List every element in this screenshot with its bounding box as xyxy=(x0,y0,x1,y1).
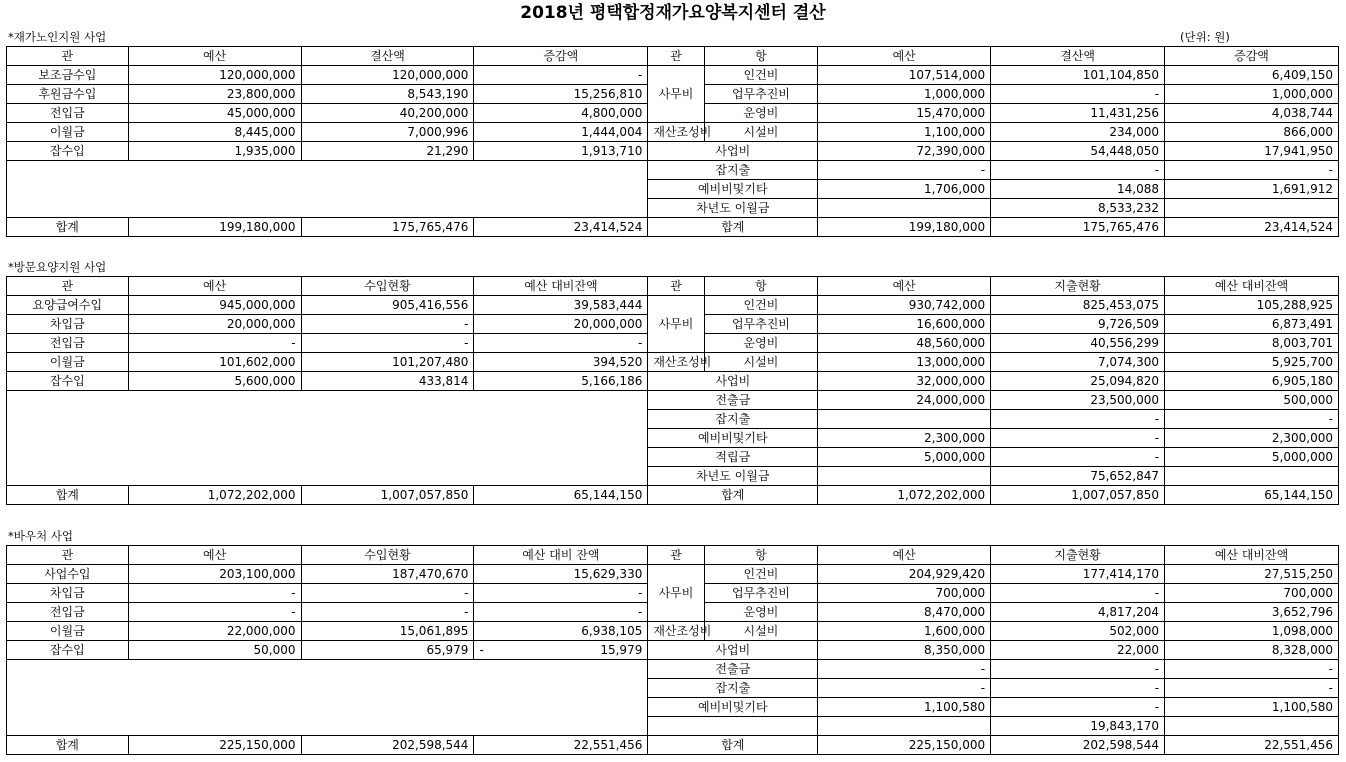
income-category: 잡수입 xyxy=(7,142,129,161)
expense-group-asset: 재산조성비 xyxy=(648,622,704,641)
income-category: 이월금 xyxy=(7,123,129,142)
total-row xyxy=(7,486,1339,505)
income-category: 보조금수입 xyxy=(7,66,129,85)
table-row xyxy=(7,372,1339,391)
expense-item: 시설비 xyxy=(704,123,818,142)
page-title: 2018년 평택합정재가요양복지센터 결산 xyxy=(520,3,826,23)
expense-actual: - xyxy=(991,660,1165,679)
income-blank-area xyxy=(7,391,648,486)
expense-diff: 1,000,000 xyxy=(1165,85,1339,104)
budget-table-voucher xyxy=(6,545,1339,755)
column-header: 증감액 xyxy=(1165,47,1339,66)
expense-budget: 48,560,000 xyxy=(818,334,991,353)
income-budget: 945,000,000 xyxy=(128,296,301,315)
column-header: 예산 xyxy=(818,277,991,296)
income-diff: - xyxy=(474,603,648,622)
table-row xyxy=(7,296,1339,315)
total-expense-actual: 175,765,476 xyxy=(991,218,1165,237)
section-label-visit-care: *방문요양지원 사업 xyxy=(8,260,107,274)
income-actual: - xyxy=(301,603,474,622)
expense-item: 인건비 xyxy=(704,565,818,584)
table-row xyxy=(7,641,1339,660)
income-diff: 394,520 xyxy=(474,353,648,372)
expense-actual: - xyxy=(991,448,1165,467)
income-diff: - xyxy=(474,584,648,603)
expense-budget: 1,000,000 xyxy=(818,85,991,104)
expense-diff xyxy=(1165,467,1339,486)
expense-budget: 1,100,580 xyxy=(818,698,991,717)
expense-actual: 40,556,299 xyxy=(991,334,1165,353)
income-diff: 39,583,444 xyxy=(474,296,648,315)
column-header: 관 xyxy=(7,546,129,565)
expense-budget: 13,000,000 xyxy=(818,353,991,372)
column-header: 결산액 xyxy=(991,47,1165,66)
expense-group-office: 사무비 xyxy=(648,66,704,123)
expense-actual: 11,431,256 xyxy=(991,104,1165,123)
expense-actual: 177,414,170 xyxy=(991,565,1165,584)
income-category: 차입금 xyxy=(7,315,129,334)
total-income-budget: 1,072,202,000 xyxy=(128,486,301,505)
expense-item: 적립금 xyxy=(648,448,818,467)
income-budget: 22,000,000 xyxy=(128,622,301,641)
income-blank-area xyxy=(7,161,648,218)
header-row xyxy=(7,277,1339,296)
column-header: 예산 대비 잔액 xyxy=(474,546,648,565)
expense-diff: 1,100,580 xyxy=(1165,698,1339,717)
expense-actual: 7,074,300 xyxy=(991,353,1165,372)
expense-actual: 234,000 xyxy=(991,123,1165,142)
income-actual: 21,290 xyxy=(301,142,474,161)
total-label: 합계 xyxy=(648,486,818,505)
expense-budget: 107,514,000 xyxy=(818,66,991,85)
expense-item xyxy=(648,717,818,736)
table-row xyxy=(7,565,1339,584)
expense-item: 시설비 xyxy=(704,622,818,641)
income-budget: - xyxy=(128,603,301,622)
income-actual: 8,543,190 xyxy=(301,85,474,104)
income-actual: 15,061,895 xyxy=(301,622,474,641)
expense-budget: 1,100,000 xyxy=(818,123,991,142)
income-budget: 8,445,000 xyxy=(128,123,301,142)
table-row xyxy=(7,353,1339,372)
expense-diff: 5,925,700 xyxy=(1165,353,1339,372)
expense-diff: 1,691,912 xyxy=(1165,180,1339,199)
expense-diff: 866,000 xyxy=(1165,123,1339,142)
income-budget: 23,800,000 xyxy=(128,85,301,104)
total-row xyxy=(7,218,1339,237)
column-header: 항 xyxy=(704,47,818,66)
income-budget: 45,000,000 xyxy=(128,104,301,123)
expense-item: 인건비 xyxy=(704,296,818,315)
income-category: 잡수입 xyxy=(7,641,129,660)
total-label: 합계 xyxy=(7,218,129,237)
column-header: 예산 대비잔액 xyxy=(474,277,648,296)
column-header: 예산 xyxy=(818,47,991,66)
expense-diff: 2,300,000 xyxy=(1165,429,1339,448)
income-blank-area xyxy=(7,660,648,736)
expense-diff xyxy=(1165,199,1339,218)
expense-item: 예비비및기타 xyxy=(648,180,818,199)
column-header: 항 xyxy=(704,546,818,565)
expense-actual: 23,500,000 xyxy=(991,391,1165,410)
expense-item: 차년도 이월금 xyxy=(648,199,818,218)
income-category: 요양급여수입 xyxy=(7,296,129,315)
total-income-actual: 1,007,057,850 xyxy=(301,486,474,505)
expense-actual: - xyxy=(991,698,1165,717)
expense-budget: 2,300,000 xyxy=(818,429,991,448)
income-budget: 50,000 xyxy=(128,641,301,660)
table-row xyxy=(7,622,1339,641)
income-category: 사업수입 xyxy=(7,565,129,584)
expense-item: 차년도 이월금 xyxy=(648,467,818,486)
expense-diff: 6,409,150 xyxy=(1165,66,1339,85)
column-header: 지출현황 xyxy=(991,546,1165,565)
column-header: 예산 xyxy=(128,47,301,66)
expense-actual: 75,652,847 xyxy=(991,467,1165,486)
expense-actual: 825,453,075 xyxy=(991,296,1165,315)
column-header: 수입현황 xyxy=(301,277,474,296)
total-expense-budget: 225,150,000 xyxy=(818,736,991,755)
column-header: 결산액 xyxy=(301,47,474,66)
expense-item: 업무추진비 xyxy=(704,85,818,104)
expense-item: 잡지출 xyxy=(648,410,818,429)
income-category: 차입금 xyxy=(7,584,129,603)
expense-diff xyxy=(1165,717,1339,736)
expense-actual: 502,000 xyxy=(991,622,1165,641)
total-income-actual: 175,765,476 xyxy=(301,218,474,237)
expense-diff: 6,905,180 xyxy=(1165,372,1339,391)
expense-budget: 8,350,000 xyxy=(818,641,991,660)
total-income-budget: 199,180,000 xyxy=(128,218,301,237)
expense-group-office: 사무비 xyxy=(648,565,704,622)
expense-diff: 105,288,925 xyxy=(1165,296,1339,315)
section-label-home-care: *재가노인지원 사업 xyxy=(8,30,107,44)
expense-item: 운영비 xyxy=(704,334,818,353)
expense-budget: 1,706,000 xyxy=(818,180,991,199)
income-actual: 433,814 xyxy=(301,372,474,391)
income-category: 잡수입 xyxy=(7,372,129,391)
income-diff: 1,444,004 xyxy=(474,123,648,142)
expense-diff: 500,000 xyxy=(1165,391,1339,410)
expense-item: 잡지출 xyxy=(648,679,818,698)
income-budget: 5,600,000 xyxy=(128,372,301,391)
table-row xyxy=(7,660,1339,679)
expense-diff: 4,038,744 xyxy=(1165,104,1339,123)
income-budget: 101,602,000 xyxy=(128,353,301,372)
expense-diff: 8,328,000 xyxy=(1165,641,1339,660)
expense-budget: 5,000,000 xyxy=(818,448,991,467)
income-category: 전입금 xyxy=(7,334,129,353)
total-expense-diff: 65,144,150 xyxy=(1165,486,1339,505)
expense-actual: - xyxy=(991,429,1165,448)
column-header: 예산 xyxy=(128,546,301,565)
expense-item: 업무추진비 xyxy=(704,315,818,334)
income-diff: 15,256,810 xyxy=(474,85,648,104)
expense-budget: 72,390,000 xyxy=(818,142,991,161)
expense-actual: 19,843,170 xyxy=(991,717,1165,736)
expense-budget: 700,000 xyxy=(818,584,991,603)
total-income-diff: 65,144,150 xyxy=(474,486,648,505)
expense-actual: 25,094,820 xyxy=(991,372,1165,391)
expense-budget: 204,929,420 xyxy=(818,565,991,584)
expense-diff: - xyxy=(1165,660,1339,679)
expense-actual: 54,448,050 xyxy=(991,142,1165,161)
column-header: 증감액 xyxy=(474,47,648,66)
expense-item: 사업비 xyxy=(648,641,818,660)
income-diff: 15,629,330 xyxy=(474,565,648,584)
income-budget: 203,100,000 xyxy=(128,565,301,584)
total-label: 합계 xyxy=(648,736,818,755)
expense-actual: - xyxy=(991,410,1165,429)
income-diff: - xyxy=(474,334,648,353)
column-header: 관 xyxy=(648,47,704,66)
total-label: 합계 xyxy=(648,218,818,237)
expense-diff: 27,515,250 xyxy=(1165,565,1339,584)
income-budget: - xyxy=(128,584,301,603)
expense-budget: - xyxy=(818,660,991,679)
expense-diff: 5,000,000 xyxy=(1165,448,1339,467)
total-income-budget: 225,150,000 xyxy=(128,736,301,755)
column-header: 수입현황 xyxy=(301,546,474,565)
column-header: 예산 대비잔액 xyxy=(1165,277,1339,296)
total-expense-actual: 202,598,544 xyxy=(991,736,1165,755)
expense-item: 잡지출 xyxy=(648,161,818,180)
expense-actual: 14,088 xyxy=(991,180,1165,199)
expense-item: 시설비 xyxy=(704,353,818,372)
income-budget: 20,000,000 xyxy=(128,315,301,334)
expense-diff: - xyxy=(1165,679,1339,698)
total-label: 합계 xyxy=(7,736,129,755)
expense-actual: - xyxy=(991,161,1165,180)
income-category: 이월금 xyxy=(7,622,129,641)
expense-actual: 8,533,232 xyxy=(991,199,1165,218)
expense-actual: 22,000 xyxy=(991,641,1165,660)
income-actual: 101,207,480 xyxy=(301,353,474,372)
total-expense-budget: 199,180,000 xyxy=(818,218,991,237)
income-budget: 120,000,000 xyxy=(128,66,301,85)
expense-item: 전출금 xyxy=(648,391,818,410)
expense-diff: - xyxy=(1165,410,1339,429)
expense-actual: - xyxy=(991,85,1165,104)
expense-group-asset: 재산조성비 xyxy=(648,123,704,142)
income-actual: 187,470,670 xyxy=(301,565,474,584)
expense-diff: 700,000 xyxy=(1165,584,1339,603)
total-expense-actual: 1,007,057,850 xyxy=(991,486,1165,505)
income-actual: - xyxy=(301,584,474,603)
expense-budget xyxy=(818,467,991,486)
income-actual: 40,200,000 xyxy=(301,104,474,123)
expense-budget: - xyxy=(818,679,991,698)
expense-item: 사업비 xyxy=(648,372,818,391)
expense-budget: 32,000,000 xyxy=(818,372,991,391)
income-actual: 120,000,000 xyxy=(301,66,474,85)
income-diff: 6,938,105 xyxy=(474,622,648,641)
income-actual: 905,416,556 xyxy=(301,296,474,315)
column-header: 관 xyxy=(648,277,704,296)
expense-group-asset: 재산조성비 xyxy=(648,353,704,372)
income-diff xyxy=(474,641,648,660)
column-header: 항 xyxy=(704,277,818,296)
total-expense-diff: 22,551,456 xyxy=(1165,736,1339,755)
expense-item: 전출금 xyxy=(648,660,818,679)
income-actual: 65,979 xyxy=(301,641,474,660)
income-diff: - xyxy=(474,66,648,85)
income-actual: - xyxy=(301,334,474,353)
expense-item: 운영비 xyxy=(704,104,818,123)
expense-budget: 1,600,000 xyxy=(818,622,991,641)
total-income-diff: 22,551,456 xyxy=(474,736,648,755)
income-category: 전입금 xyxy=(7,104,129,123)
income-budget: 1,935,000 xyxy=(128,142,301,161)
income-category: 후원금수입 xyxy=(7,85,129,104)
income-budget: - xyxy=(128,334,301,353)
total-expense-budget: 1,072,202,000 xyxy=(818,486,991,505)
expense-budget xyxy=(818,410,991,429)
expense-diff: 17,941,950 xyxy=(1165,142,1339,161)
expense-budget: 15,470,000 xyxy=(818,104,991,123)
expense-actual: 9,726,509 xyxy=(991,315,1165,334)
expense-budget: 24,000,000 xyxy=(818,391,991,410)
table-row xyxy=(7,391,1339,410)
income-category: 전입금 xyxy=(7,603,129,622)
column-header: 관 xyxy=(7,47,129,66)
column-header: 지출현황 xyxy=(991,277,1165,296)
expense-actual: 101,104,850 xyxy=(991,66,1165,85)
expense-actual: - xyxy=(991,679,1165,698)
table-row xyxy=(7,161,1339,180)
total-expense-diff: 23,414,524 xyxy=(1165,218,1339,237)
budget-table-home-care xyxy=(6,46,1339,237)
expense-budget xyxy=(818,717,991,736)
expense-diff: 8,003,701 xyxy=(1165,334,1339,353)
total-row xyxy=(7,736,1339,755)
total-label: 합계 xyxy=(7,486,129,505)
income-actual: 7,000,996 xyxy=(301,123,474,142)
expense-diff: 6,873,491 xyxy=(1165,315,1339,334)
column-header: 관 xyxy=(7,277,129,296)
table-row xyxy=(7,142,1339,161)
expense-diff: 1,098,000 xyxy=(1165,622,1339,641)
expense-item: 예비비및기타 xyxy=(648,429,818,448)
column-header: 예산 xyxy=(818,546,991,565)
income-actual: - xyxy=(301,315,474,334)
expense-group-office: 사무비 xyxy=(648,296,704,353)
expense-actual: 4,817,204 xyxy=(991,603,1165,622)
column-header: 예산 xyxy=(128,277,301,296)
expense-item: 사업비 xyxy=(648,142,818,161)
expense-diff: 3,652,796 xyxy=(1165,603,1339,622)
expense-item: 예비비및기타 xyxy=(648,698,818,717)
income-diff: 1,913,710 xyxy=(474,142,648,161)
total-income-diff: 23,414,524 xyxy=(474,218,648,237)
expense-budget: 8,470,000 xyxy=(818,603,991,622)
income-diff: 20,000,000 xyxy=(474,315,648,334)
expense-item: 인건비 xyxy=(704,66,818,85)
expense-actual: - xyxy=(991,584,1165,603)
income-diff: 5,166,186 xyxy=(474,372,648,391)
header-row xyxy=(7,47,1339,66)
total-income-actual: 202,598,544 xyxy=(301,736,474,755)
expense-budget xyxy=(818,199,991,218)
budget-table-visit-care xyxy=(6,276,1339,505)
column-header: 관 xyxy=(648,546,704,565)
expense-item: 운영비 xyxy=(704,603,818,622)
table-row xyxy=(7,66,1339,85)
section-label-voucher: *바우처 사업 xyxy=(8,529,73,543)
expense-budget: - xyxy=(818,161,991,180)
expense-budget: 930,742,000 xyxy=(818,296,991,315)
expense-diff: - xyxy=(1165,161,1339,180)
unit-label: (단위: 원) xyxy=(1180,30,1230,44)
table-row xyxy=(7,123,1339,142)
expense-item: 업무추진비 xyxy=(704,584,818,603)
diff-value: 15,979 xyxy=(600,642,643,657)
income-category: 이월금 xyxy=(7,353,129,372)
income-diff: 4,800,000 xyxy=(474,104,648,123)
expense-budget: 16,600,000 xyxy=(818,315,991,334)
header-row xyxy=(7,546,1339,565)
column-header: 예산 대비잔액 xyxy=(1165,546,1339,565)
diff-prefix: - xyxy=(479,642,484,657)
